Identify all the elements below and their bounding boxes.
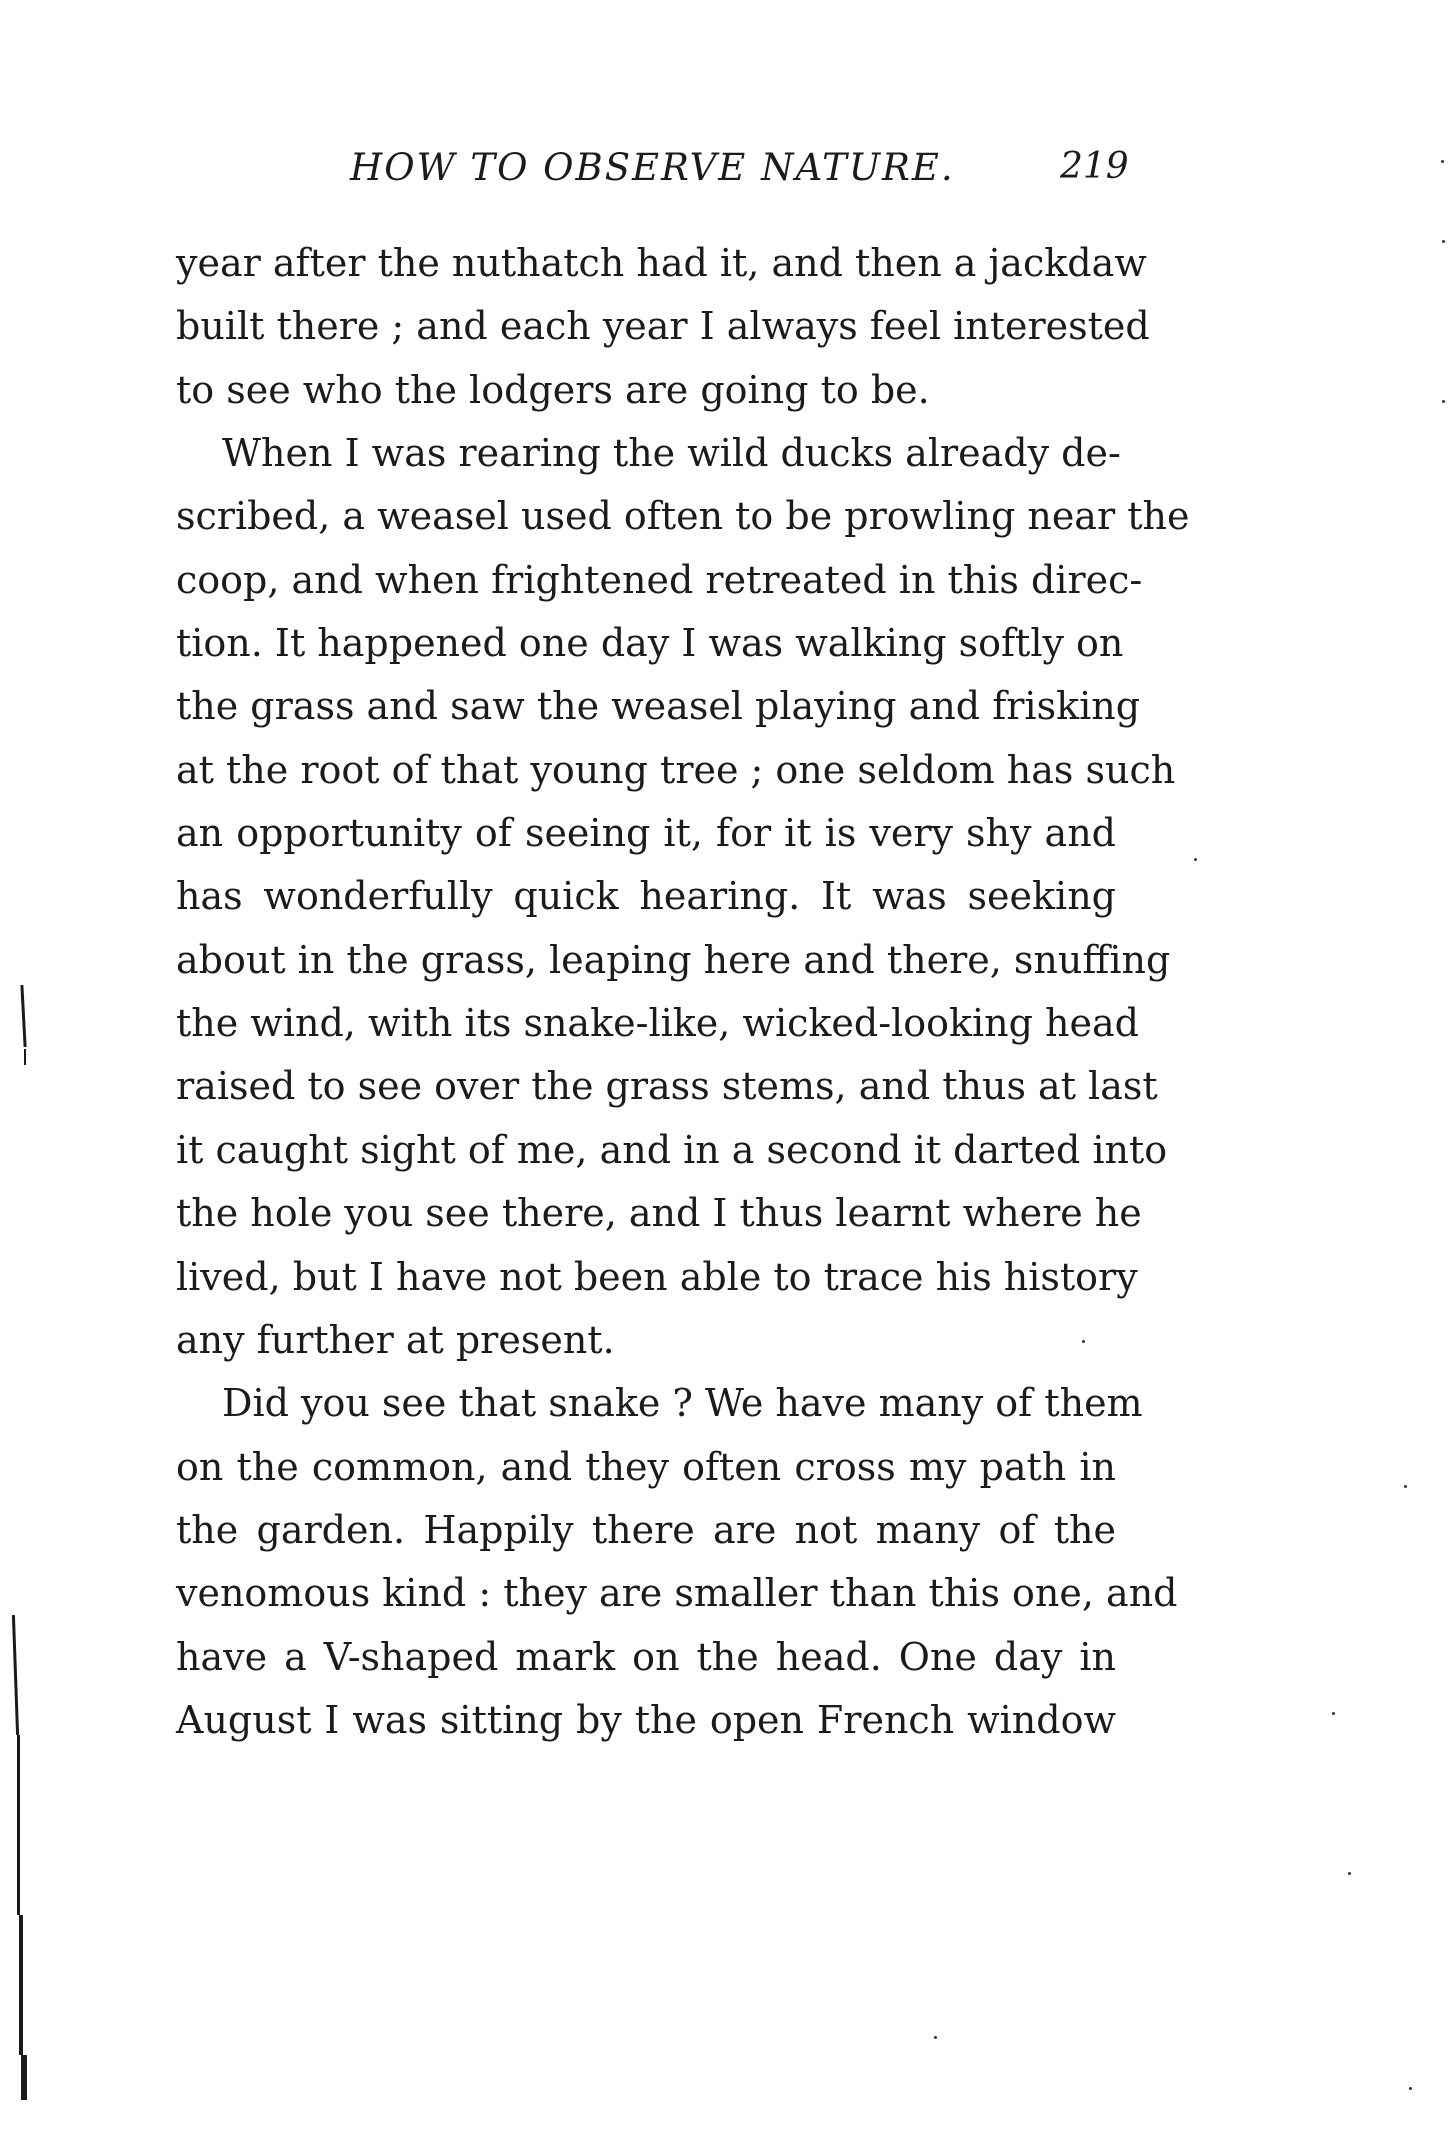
binding-mark — [24, 1049, 26, 1065]
text-line: it caught sight of me, and in a second it darted into — [176, 1127, 1168, 1172]
page-number: 219 — [1060, 146, 1129, 187]
text-line: an opportunity of seeing it, for it is very shy and — [176, 811, 1116, 856]
speck — [1348, 1872, 1351, 1875]
text-line: built there ; and each year I always feel interested — [176, 304, 1150, 349]
speck — [1194, 858, 1197, 861]
speck — [1082, 1340, 1085, 1343]
speck — [1442, 400, 1445, 403]
binding-mark — [19, 1915, 23, 2055]
text-line: have a V-shaped mark on the head. One day in — [176, 1634, 1116, 1679]
text-line: on the common, and they often cross my path in — [176, 1444, 1116, 1489]
speck — [1442, 240, 1445, 243]
binding-mark — [21, 2055, 27, 2100]
text-line: at the root of that young tree ; one seldom has such — [176, 747, 1176, 792]
text-line: coop, and when frightened retreated in this direc- — [176, 557, 1143, 602]
text-line: venomous kind : they are smaller than this one, and — [176, 1571, 1178, 1616]
text-line: raised to see over the grass stems, and thus at last — [176, 1064, 1158, 1109]
text-line: the garden. Happily there are not many of the — [176, 1507, 1116, 1552]
speck — [1404, 1485, 1407, 1488]
binding-mark — [12, 1615, 19, 1735]
running-title: HOW TO OBSERVE NATURE. — [350, 146, 955, 189]
text-line: When I was rearing the wild ducks already de- — [222, 431, 1121, 476]
speck — [934, 2036, 937, 2039]
speck — [1332, 1712, 1335, 1715]
text-line: Did you see that snake ? We have many of them — [222, 1381, 1143, 1426]
text-line: year after the nuthatch had it, and then a jackdaw — [176, 241, 1147, 285]
text-line: has wonderfully quick hearing. It was seeking — [176, 874, 1116, 919]
speck — [1409, 2087, 1412, 2090]
binding-mark — [17, 1735, 20, 1915]
text-line: the grass and saw the weasel playing and frisking — [176, 684, 1141, 729]
speck — [1441, 160, 1444, 163]
text-line: August I was sitting by the open French window — [176, 1697, 1116, 1742]
body-text — [176, 232, 1190, 1752]
text-line: lived, but I have not been able to trace his history — [176, 1254, 1138, 1299]
running-head — [0, 146, 1454, 196]
text-line: the wind, with its snake-like, wicked-looking head — [176, 1001, 1139, 1046]
text-line: about in the grass, leaping here and there, snuffing — [176, 937, 1171, 982]
text-line: the hole you see there, and I thus learnt where he — [176, 1191, 1142, 1236]
text-line: to see who the lodgers are going to be. — [176, 367, 930, 412]
text-line: any further at present. — [176, 1317, 615, 1362]
text-line: tion. It happened one day I was walking softly on — [176, 621, 1124, 666]
binding-mark — [20, 985, 26, 1047]
text-line: scribed, a weasel used often to be prowling near the — [176, 494, 1190, 539]
